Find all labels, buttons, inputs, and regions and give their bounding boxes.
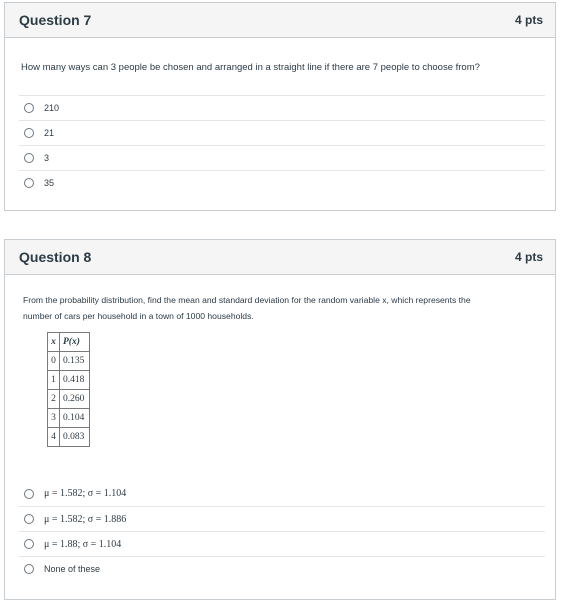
answer-label: μ = 1.582; σ = 1.886 [44, 513, 127, 525]
table-cell-x: 0 [48, 352, 60, 371]
table-cell-x: 2 [48, 390, 60, 409]
table-row [48, 390, 90, 409]
answer-label: 3 [44, 153, 50, 163]
table-header-p: P(x) [60, 333, 90, 352]
table-row [48, 428, 90, 447]
answer-option[interactable] [19, 95, 545, 120]
radio-button[interactable] [24, 178, 34, 188]
table-cell-p: 0.260 [60, 390, 90, 409]
answer-option[interactable] [19, 506, 545, 531]
question-8-text-line-2: number of cars per household in a town of 1000 households. [23, 311, 254, 321]
question-7-points: 4 pts [514, 13, 543, 27]
answer-option[interactable] [19, 481, 545, 506]
radio-button[interactable] [24, 564, 34, 574]
table-row [48, 371, 90, 390]
table-row [48, 409, 90, 428]
table-cell-x: 4 [48, 428, 60, 447]
radio-button[interactable] [24, 514, 34, 524]
question-8-card [4, 239, 556, 600]
question-8-text-line-1: From the probability distribution, find the mean and standard deviation for the random variable x, which represents the [23, 295, 471, 305]
question-8-points: 4 pts [514, 250, 543, 264]
radio-button[interactable] [24, 103, 34, 113]
probability-distribution-table [47, 332, 90, 447]
table-header-x: x [48, 333, 60, 352]
answer-option[interactable] [19, 170, 545, 195]
table-cell-p: 0.083 [60, 428, 90, 447]
radio-button[interactable] [24, 489, 34, 499]
answer-option[interactable] [19, 556, 545, 581]
table-row [48, 352, 90, 371]
table-cell-p: 0.135 [60, 352, 90, 371]
answer-label: 35 [44, 178, 55, 188]
radio-button[interactable] [24, 539, 34, 549]
question-8-title: Question 8 [19, 249, 92, 265]
answer-option[interactable] [19, 120, 545, 145]
answer-label: 21 [44, 128, 55, 138]
table-cell-x: 1 [48, 371, 60, 390]
answer-option[interactable] [19, 145, 545, 170]
question-7-header [5, 3, 555, 38]
question-7-card [4, 2, 556, 211]
question-8-answers [19, 481, 545, 581]
table-cell-p: 0.104 [60, 409, 90, 428]
table-cell-p: 0.418 [60, 371, 90, 390]
table-cell-x: 3 [48, 409, 60, 428]
radio-button[interactable] [24, 128, 34, 138]
question-7-text: How many ways can 3 people be chosen and arranged in a straight line if there are 7 people to choose from? [21, 62, 480, 73]
answer-label: 210 [44, 103, 60, 113]
question-7-answers [19, 95, 545, 195]
answer-label: None of these [44, 564, 101, 574]
answer-option[interactable] [19, 531, 545, 556]
question-8-header [5, 240, 555, 275]
radio-button[interactable] [24, 153, 34, 163]
answer-label: μ = 1.582; σ = 1.104 [44, 488, 127, 499]
question-7-title: Question 7 [19, 12, 92, 28]
answer-label: μ = 1.88; σ = 1.104 [44, 538, 122, 550]
table-header-row [48, 333, 90, 352]
